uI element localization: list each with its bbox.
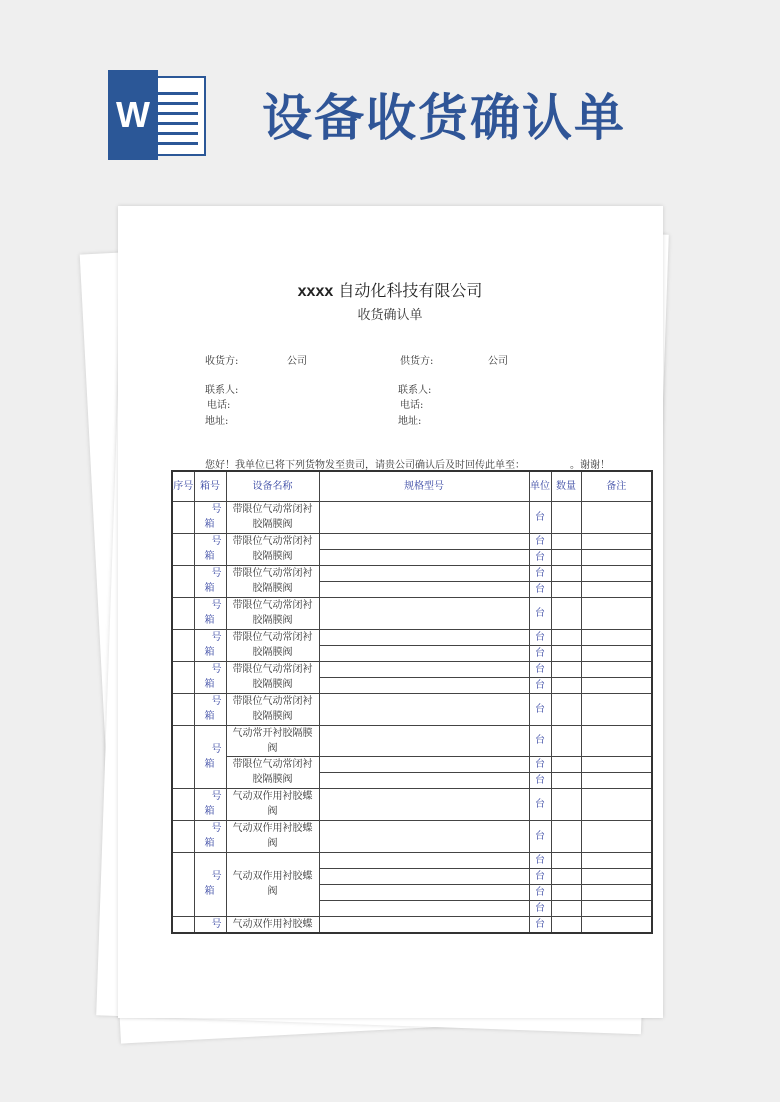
seq-cell[interactable] [172,820,194,852]
box-label-number: 号 [211,871,222,882]
company-name: xxxx 自动化科技有限公司 [297,281,483,300]
box-label-box: 箱 [204,519,215,530]
unit-cell: 台 [529,725,551,756]
spec-cell[interactable] [319,868,529,884]
supplier-value: 公司 [488,356,508,367]
spec-cell[interactable] [319,725,529,756]
table-header-row [172,471,652,501]
spec-cell[interactable] [319,661,529,677]
equipment-name-cell: 带限位气动常闭衬胶隔膜阀 [226,533,319,565]
box-label-box: 箱 [204,647,215,658]
spec-cell[interactable] [319,677,529,693]
equipment-name-cell: 带限位气动常闭衬胶隔膜阀 [226,565,319,597]
qty-cell[interactable] [551,533,581,549]
unit-cell: 台 [529,645,551,661]
spec-cell[interactable] [319,501,529,533]
seq-cell[interactable] [172,501,194,533]
spec-cell[interactable] [319,629,529,645]
spec-cell[interactable] [319,900,529,916]
qty-cell[interactable] [551,645,581,661]
spec-cell[interactable] [319,916,529,933]
remark-cell[interactable] [581,868,652,884]
box-label-number: 号 [211,664,222,675]
equipment-name-cell: 气动双作用衬胶蝶阀 [226,852,319,916]
remark-cell[interactable] [581,629,652,645]
seq-cell[interactable] [172,725,194,788]
unit-cell: 台 [529,916,551,933]
box-cell [194,565,226,597]
unit-cell: 台 [529,820,551,852]
qty-cell[interactable] [551,661,581,677]
box-label-number: 号 [211,632,222,643]
table-row [172,501,652,533]
spec-cell[interactable] [319,597,529,629]
box-label-number: 号 [211,504,222,515]
qty-cell[interactable] [551,788,581,820]
unit-cell: 台 [529,756,551,772]
box-label-number: 号 [211,823,222,834]
seq-cell[interactable] [172,788,194,820]
seq-cell[interactable] [172,693,194,725]
header-qty: 数量 [551,471,581,501]
goods-table [171,470,653,934]
spec-cell[interactable] [319,820,529,852]
unit-cell: 台 [529,581,551,597]
equipment-name-cell: 带限位气动常闭衬胶隔膜阀 [226,597,319,629]
table-row [172,916,652,933]
qty-cell[interactable] [551,693,581,725]
equipment-name-cell: 气动双作用衬胶蝶阀 [226,788,319,820]
box-cell [194,852,226,916]
banner-title: 设备收货确认单 [262,89,626,147]
box-cell [194,597,226,629]
thanks-text: 。谢谢！ [570,460,610,471]
box-label-box: 箱 [204,583,215,594]
remark-cell[interactable] [581,788,652,820]
equipment-name-cell: 带限位气动常闭衬胶隔膜阀 [226,661,319,693]
header-remark: 备注 [581,471,652,501]
box-label-box: 箱 [204,838,215,849]
qty-cell[interactable] [551,868,581,884]
header-spec: 规格型号 [319,471,529,501]
remark-cell[interactable] [581,693,652,725]
remark-cell[interactable] [581,884,652,900]
spec-cell[interactable] [319,884,529,900]
box-label-number: 号 [211,918,222,930]
box-label-number: 号 [211,696,222,707]
receiver-phone: 电话: [207,400,231,411]
qty-cell[interactable] [551,884,581,900]
receiver-contact: 联系人: [205,385,239,396]
box-label-number: 号 [211,743,222,755]
seq-cell[interactable] [172,533,194,565]
header-seq: 序号 [172,471,194,501]
supplier-contact: 联系人: [398,385,432,396]
equipment-name-cell: 带限位气动常闭衬胶隔膜阀 [226,756,319,788]
equipment-name-cell: 气动双作用衬胶蝶阀 [226,820,319,852]
remark-cell[interactable] [581,533,652,549]
receiver-address: 地址: [205,416,229,427]
table-row [172,565,652,581]
unit-cell: 台 [529,677,551,693]
box-cell [194,661,226,693]
spec-cell[interactable] [319,549,529,565]
word-icon: W [108,70,208,160]
qty-cell[interactable] [551,565,581,581]
spec-cell[interactable] [319,788,529,820]
supplier-label: 供货方: [400,356,434,367]
unit-cell: 台 [529,501,551,533]
remark-cell[interactable] [581,501,652,533]
remark-cell[interactable] [581,549,652,565]
qty-cell[interactable] [551,549,581,565]
box-label-number: 号 [211,791,222,802]
box-label-box: 箱 [204,886,215,897]
box-cell [194,725,226,788]
remark-cell[interactable] [581,852,652,868]
qty-cell[interactable] [551,772,581,788]
remark-cell[interactable] [581,581,652,597]
seq-cell[interactable] [172,852,194,916]
seq-cell[interactable] [172,916,194,933]
qty-cell[interactable] [551,501,581,533]
table-row [172,725,652,756]
remark-cell[interactable] [581,565,652,581]
remark-cell[interactable] [581,597,652,629]
unit-cell: 台 [529,884,551,900]
unit-cell: 台 [529,661,551,677]
box-cell [194,788,226,820]
unit-cell: 台 [529,629,551,645]
unit-cell: 台 [529,533,551,549]
unit-cell: 台 [529,549,551,565]
box-label-box: 箱 [204,679,215,690]
table-row [172,629,652,645]
remark-cell[interactable] [581,916,652,933]
table-row [172,756,652,772]
qty-cell[interactable] [551,629,581,645]
qty-cell[interactable] [551,900,581,916]
spec-cell[interactable] [319,756,529,772]
spec-cell[interactable] [319,693,529,725]
box-label-box: 箱 [204,551,215,562]
qty-cell[interactable] [551,852,581,868]
remark-cell[interactable] [581,661,652,677]
unit-cell: 台 [529,900,551,916]
table-row [172,693,652,725]
equipment-name-cell: 气动常开衬胶隔膜阀 [226,725,319,756]
spec-cell[interactable] [319,565,529,581]
unit-cell: 台 [529,772,551,788]
box-label-number: 号 [211,600,222,611]
qty-cell[interactable] [551,581,581,597]
notice-text: 您好！我单位已将下列货物发至贵司，请贵公司确认后及时回传此单至： [205,460,525,471]
remark-cell[interactable] [581,756,652,772]
qty-cell[interactable] [551,916,581,933]
seq-cell[interactable] [172,661,194,693]
qty-cell[interactable] [551,677,581,693]
table-row [172,820,652,852]
qty-cell[interactable] [551,597,581,629]
unit-cell: 台 [529,788,551,820]
table-row [172,661,652,677]
unit-cell: 台 [529,693,551,725]
box-cell [194,629,226,661]
table-row [172,788,652,820]
unit-cell: 台 [529,852,551,868]
unit-cell: 台 [529,597,551,629]
doc-subtitle: 收货确认单 [357,308,423,323]
seq-cell[interactable] [172,629,194,661]
unit-cell: 台 [529,565,551,581]
remark-cell[interactable] [581,725,652,756]
box-cell [194,501,226,533]
table-row [172,597,652,629]
box-cell [194,916,226,933]
box-label-number: 号 [211,568,222,579]
spec-cell[interactable] [319,645,529,661]
table-row [172,533,652,549]
qty-cell[interactable] [551,756,581,772]
spec-cell[interactable] [319,772,529,788]
receiver-value: 公司 [287,356,307,367]
receiver-label: 收货方: [205,356,239,367]
table-row [172,852,652,868]
seq-cell[interactable] [172,597,194,629]
header-unit: 单位 [529,471,551,501]
box-label-box: 箱 [204,615,215,626]
equipment-name-cell: 带限位气动常闭衬胶隔膜阀 [226,693,319,725]
box-label-box: 箱 [204,806,215,817]
remark-cell[interactable] [581,645,652,661]
header-box: 箱号 [194,471,226,501]
qty-cell[interactable] [551,725,581,756]
box-cell [194,820,226,852]
seq-cell[interactable] [172,565,194,597]
supplier-address: 地址: [398,416,422,427]
box-cell [194,533,226,565]
spec-cell[interactable] [319,533,529,549]
qty-cell[interactable] [551,820,581,852]
remark-cell[interactable] [581,772,652,788]
box-label-box: 箱 [204,711,215,722]
header-name: 设备名称 [226,471,319,501]
box-cell [194,693,226,725]
equipment-name-cell: 气动双作用衬胶蝶 [226,916,319,933]
remark-cell[interactable] [581,677,652,693]
unit-cell: 台 [529,868,551,884]
supplier-phone: 电话: [400,400,424,411]
box-label-number: 号 [211,536,222,547]
remark-cell[interactable] [581,820,652,852]
equipment-name-cell: 带限位气动常闭衬胶隔膜阀 [226,501,319,533]
equipment-name-cell: 带限位气动常闭衬胶隔膜阀 [226,629,319,661]
remark-cell[interactable] [581,900,652,916]
box-label-box: 箱 [204,758,215,770]
spec-cell[interactable] [319,581,529,597]
spec-cell[interactable] [319,852,529,868]
